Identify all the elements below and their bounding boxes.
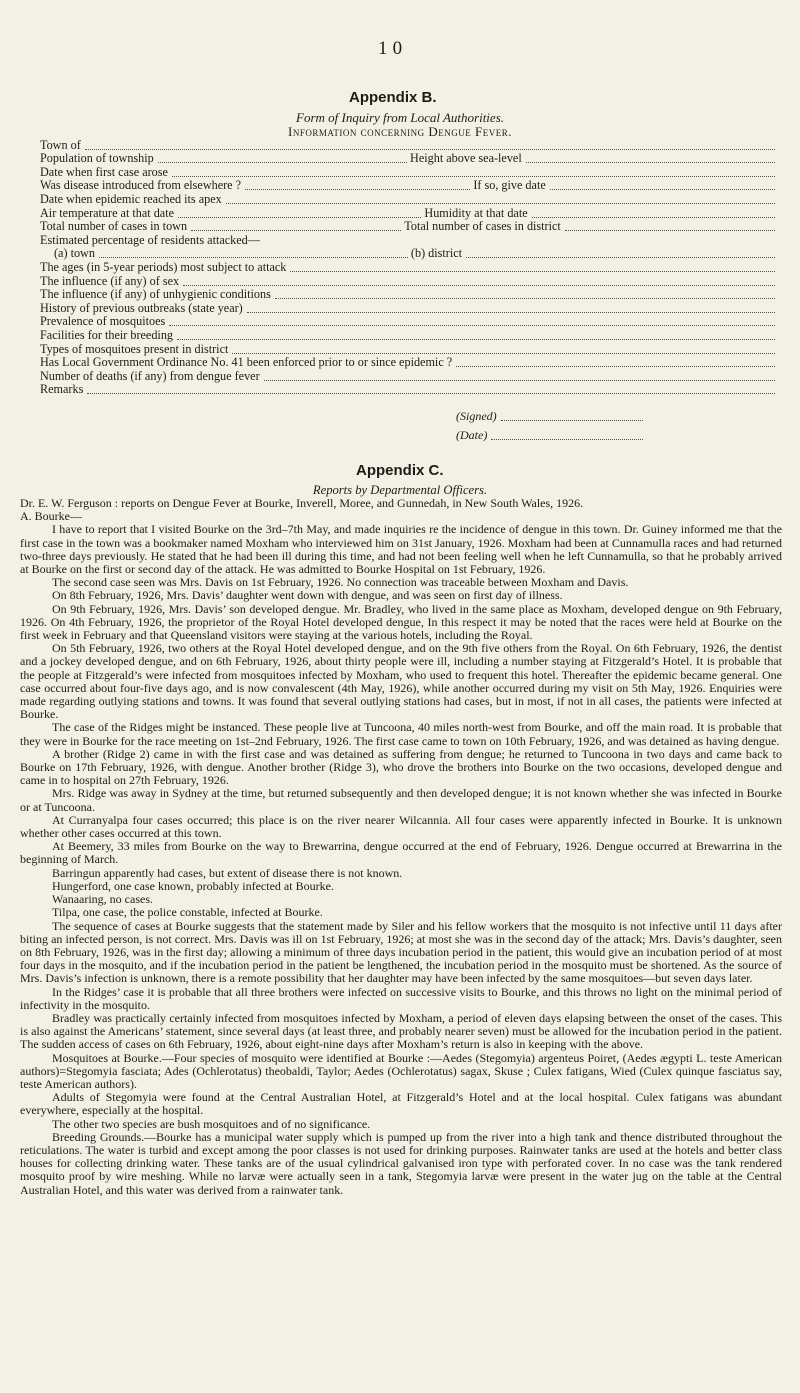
fill-line bbox=[526, 162, 775, 163]
form-label: Date when first case arose bbox=[40, 164, 168, 179]
report-paragraph: On 5th February, 1926, two others at the Royal Hotel developed dengue, and on the 9th five others from the Royal. On 6th February, 1926, the dentist and a jockey developed dengue, and on 6th February, 1926, about thirty people were ill, including a number staying at Fitzgerald’s Hotel. It is probable that the people at Fitzgerald’s were infected from mosquitoes infected by Moxham, who used to frequent this hotel. Thereafter the epidemic became general. One case occurred about four-five days ago, and is now convalescent (4th May, 1926), while another occurred during my visit on 5th May, 1926. Enquiries were made regarding outlying stations and towns. It was found that several outlying stations had cases, but in most, if not in all cases, the patients were infected at Bourke. bbox=[20, 641, 782, 722]
form-label: Has Local Government Ordinance No. 41 been enforced prior to or since epidemic ? bbox=[40, 355, 453, 370]
fill-line bbox=[169, 325, 775, 326]
fill-line bbox=[177, 339, 775, 340]
fill-line bbox=[172, 176, 775, 177]
fill-line bbox=[275, 298, 775, 299]
fill-line bbox=[290, 271, 775, 272]
form-label: Humidity at that date bbox=[424, 205, 528, 220]
fill-line bbox=[178, 217, 421, 218]
form-label: Prevalence of mosquitoes bbox=[40, 314, 166, 329]
report-paragraph: The other two species are bush mosquitoes and of no significance. bbox=[52, 1116, 371, 1131]
form-label: The ages (in 5-year periods) most subject to attack bbox=[40, 259, 287, 274]
fill-line bbox=[501, 409, 643, 421]
form-label: (b) district bbox=[410, 246, 463, 261]
page-number: 1 0 bbox=[378, 38, 404, 59]
form-label: Estimated percentage of residents attacked— bbox=[40, 232, 260, 247]
report-paragraph: Wanaaring, no cases. bbox=[52, 892, 153, 907]
form-label: Town of bbox=[40, 137, 81, 152]
fill-line bbox=[245, 189, 470, 190]
form-row bbox=[40, 384, 778, 398]
report-paragraph: Breeding Grounds.—Bourke has a municipal water supply which is pumped up from the river into a high tank and thence distributed throughout the reticulations. The water is turbid and except among the poor classes is not used for drinking purposes. Rainwater tanks are used at the hotels and better class houses for collecting drinking water. These tanks are of the usual cylindrical galvanised iron type with perforated cover. In no case was the tank rendered mosquito proof by wire meshing. While no larvæ were actually seen in a tank, Stegomyia larvæ were present in the water jug on the table at the Central Australian Hotel, and this water was derived from a rainwater tank. bbox=[20, 1129, 782, 1197]
form-label: Was disease introduced from elsewhere ? bbox=[40, 178, 242, 193]
date-label: (Date) bbox=[456, 428, 488, 442]
report-paragraph: Hungerford, one case known, probably infected at Bourke. bbox=[52, 878, 334, 893]
signed-line bbox=[456, 409, 646, 424]
fill-line bbox=[226, 203, 775, 204]
fill-line bbox=[247, 312, 775, 313]
form-label: Types of mosquitoes present in district bbox=[40, 341, 229, 356]
fill-line bbox=[191, 230, 401, 231]
appendix-c-title: Appendix C. bbox=[356, 462, 444, 479]
form-row bbox=[40, 370, 778, 384]
report-paragraph: Adults of Stegomyia were found at the Central Australian Hotel, at Fitzgerald’s Hotel and at the local hospital. Culex fatigans was abundant everywhere, especially at the hospital. bbox=[20, 1090, 782, 1118]
fill-line bbox=[466, 257, 775, 258]
fill-line bbox=[264, 380, 775, 381]
report-paragraph: I have to report that I visited Bourke on the 3rd–7th May, and made inquiries re the incidence of dengue in this town. Dr. Guiney informed me that the first case in the town was a bookmaker named Moxham who interviewed him on 31st January, 1926. Moxham had been at Cunnamulla races and had returned two-three days previously. He stated that he had been ill during this time, and had not been feeling well when he left Cunnamulla, so that he probably arrived at Bourke on the first or second day of the attack. He was admitted to Bourke Hospital on 1st February, 1926. bbox=[20, 522, 782, 577]
fill-line bbox=[565, 230, 775, 231]
fill-line bbox=[87, 393, 775, 394]
report-paragraph: On 8th February, 1926, Mrs. Davis’ daughter went down with dengue, and was seen on first day of illness. bbox=[52, 588, 563, 603]
report-paragraph: In the Ridges’ case it is probable that all three brothers were infected on successive visits to Bourke, and this throws no light on the minimal period of infectivity in the mosquito. bbox=[20, 984, 782, 1012]
form-label: Height above sea-level bbox=[410, 151, 522, 166]
report-paragraph: At Beemery, 33 miles from Bourke on the way to Brewarrina, dengue occurred at the end of February, 1926. Dengue occurred at Brewarrina in the beginning of March. bbox=[20, 839, 782, 867]
form-label: Remarks bbox=[40, 382, 84, 397]
fill-line bbox=[232, 353, 775, 354]
form-label: The influence (if any) of sex bbox=[40, 273, 180, 288]
fill-line bbox=[456, 366, 775, 367]
fill-line bbox=[491, 428, 643, 440]
report-paragraph: The second case seen was Mrs. Davis on 1st February, 1926. No connection was traceable between Moxham and Davis. bbox=[52, 575, 629, 590]
report-paragraph: Mosquitoes at Bourke.—Four species of mosquito were identified at Bourke :—Aedes (Stegomyia) argenteus Poiret, (Aedes ægypti L. teste American authors)=Stegomyia fasciata; Ades (Ochlerotatus) theobaldi, Taylor; Aedes (Ochlerotatus) sagax, Skuse ; Culex fatigans, Wied (Culex quinque fasciatus say, teste American authors). bbox=[20, 1050, 782, 1091]
appendix-b-heading: Information concerning Dengue Fever. bbox=[288, 124, 512, 139]
appendix-b-title: Appendix B. bbox=[349, 89, 437, 106]
form-label: (a) town bbox=[54, 246, 95, 261]
report-paragraph: On 9th February, 1926, Mrs. Davis’ son developed dengue. Mr. Bradley, who lived in the same place as Moxham, developed dengue on 9th February, 1926. On 4th February, 1926, the proprietor of the Royal Hotel developed dengue, In this respect it may be noted that the races were held at Bourke on the first week in February and that Queensland visitors were staying at the various hotels, including the Royal. bbox=[20, 601, 782, 643]
form-label: Air temperature at that date bbox=[40, 205, 174, 220]
date-line bbox=[456, 428, 646, 443]
appendix-b-subtitle: Form of Inquiry from Local Authorities. bbox=[296, 110, 504, 125]
report-paragraph: At Curranyalpa four cases occurred; this place is on the river nearer Wilcannia. All four cases were apparently infected in Bourke. It is unknown whether other cases occurred at this town. bbox=[20, 812, 782, 841]
form-label: Date when epidemic reached its apex bbox=[40, 191, 222, 206]
form-label: Facilities for their breeding bbox=[40, 327, 174, 342]
fill-line bbox=[158, 162, 407, 163]
fill-line bbox=[550, 189, 775, 190]
report-paragraph: The sequence of cases at Bourke suggests that the statement made by Siler and his fellow workers that the mosquito is not infective until 11 days after biting an infected person, is not correct. Mrs. Davis was ill on 1st February, 1926; at most she was in the second day of the attack; Mrs. Davis’s daughter, seen on 8th February, 1926, was in the first day; allowing a minimum of three days incubation period in the patient, this would give an incubation period of at most four days in the mosquito, and if the incubation period in the patient be lengthened, the incubation period in the mosquito must be shortened. As the source of Mrs. Davis’s infection is unknown, there is a remote possibility that her daughter may have been infected by the same mosquitoes—but seven days later. bbox=[20, 918, 782, 986]
fill-line bbox=[183, 285, 775, 286]
fill-line bbox=[99, 257, 408, 258]
form-row bbox=[40, 234, 778, 248]
form-label: Population of township bbox=[40, 151, 154, 166]
report-paragraph: Tilpa, one case, the police constable, infected at Bourke. bbox=[52, 905, 323, 920]
section-heading: A. Bourke— bbox=[20, 509, 82, 524]
report-paragraph: Mrs. Ridge was away in Sydney at the time, but returned subsequently and then developed dengue; it is not known whether she was infected in Bourke or at Tuncoona. bbox=[20, 786, 782, 814]
fill-line bbox=[85, 149, 775, 150]
report-paragraph: Barringun apparently had cases, but extent of disease there is not known. bbox=[52, 865, 403, 880]
form-label: The influence (if any) of unhygienic conditions bbox=[40, 287, 271, 302]
form-label: If so, give date bbox=[473, 178, 546, 193]
inquiry-form bbox=[40, 139, 778, 397]
form-label: Total number of cases in district bbox=[404, 219, 561, 234]
fill-line bbox=[532, 217, 775, 218]
report-paragraph: Dr. E. W. Ferguson : reports on Dengue Fever at Bourke, Inverell, Moree, and Gunnedah, in New South Wales, 1926. bbox=[20, 496, 584, 510]
form-label: Number of deaths (if any) from dengue fever bbox=[40, 368, 260, 383]
appendix-c-subtitle: Reports by Departmental Officers. bbox=[312, 483, 488, 497]
report-paragraph: A brother (Ridge 2) came in with the first case and was detained as suffering from dengue; he returned to Tuncoona in two days and came back to Bourke on 17th February, 1926, with dengue. Another brother (Ridge 3), who drove the brothers into Bourke on the two occasions, developed dengue and came in to hospital on 27th February, 1926. bbox=[20, 746, 782, 788]
form-label: Total number of cases in town bbox=[40, 219, 188, 234]
report-paragraph: The case of the Ridges might be instanced. These people live at Tuncoona, 40 miles north-west from Bourke, and off the main road. It is probable that they were in Bourke for the race meeting on 1st–2nd February, 1926. The first case came to town on 10th February, 1926, and was detained as having dengue. bbox=[20, 720, 782, 748]
signed-label: (Signed) bbox=[456, 409, 497, 423]
report-body bbox=[20, 497, 782, 1197]
report-paragraph: Bradley was practically certainly infected from mosquitoes infected by Moxham, a period of eleven days elapsing between the onset of the cases. This is also against the Americans’ statement, since several days (at least three, and probably nearer seven) must be allowed for the incubation period in the patient. The sudden access of cases on 6th February, 1926, about eight-nine days after Moxham’s return is also in keeping with the above. bbox=[20, 1010, 782, 1052]
form-label: History of previous outbreaks (state year) bbox=[40, 300, 243, 315]
